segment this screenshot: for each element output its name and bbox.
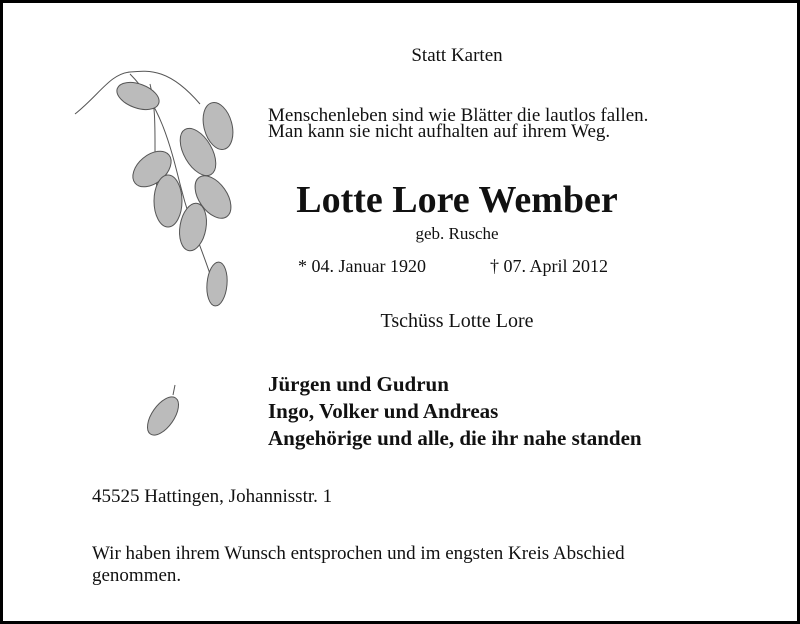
- mourner-line-3: Angehörige und alle, die ihr nahe standen: [268, 426, 642, 450]
- address: 45525 Hattingen, Johannisstr. 1: [92, 486, 333, 507]
- poem-line-2: Man kann sie nicht aufhalten auf ihrem Weg.: [268, 121, 611, 142]
- leaves-branch-illustration: [70, 64, 240, 314]
- mourner-line-2: Ingo, Volker und Andreas: [268, 399, 499, 423]
- maiden-name: geb. Rusche: [415, 224, 499, 243]
- note-line-2: genommen.: [92, 565, 182, 586]
- poem-line-1: Menschenleben sind wie Blätter die lautlos fallen.: [268, 105, 649, 126]
- deceased-name: Lotte Lore Wember: [296, 179, 618, 221]
- farewell-line: Tschüss Lotte Lore: [380, 310, 534, 332]
- birth-date: * 04. Januar 1920: [298, 256, 426, 276]
- death-date: † 07. April 2012: [490, 256, 609, 276]
- falling-leaf-illustration: [145, 380, 185, 440]
- header-statt-karten: Statt Karten: [411, 45, 503, 66]
- mourner-line-1: Jürgen und Gudrun: [268, 372, 449, 396]
- note-line-1: Wir haben ihrem Wunsch entsprochen und im engsten Kreis Abschied: [92, 543, 625, 564]
